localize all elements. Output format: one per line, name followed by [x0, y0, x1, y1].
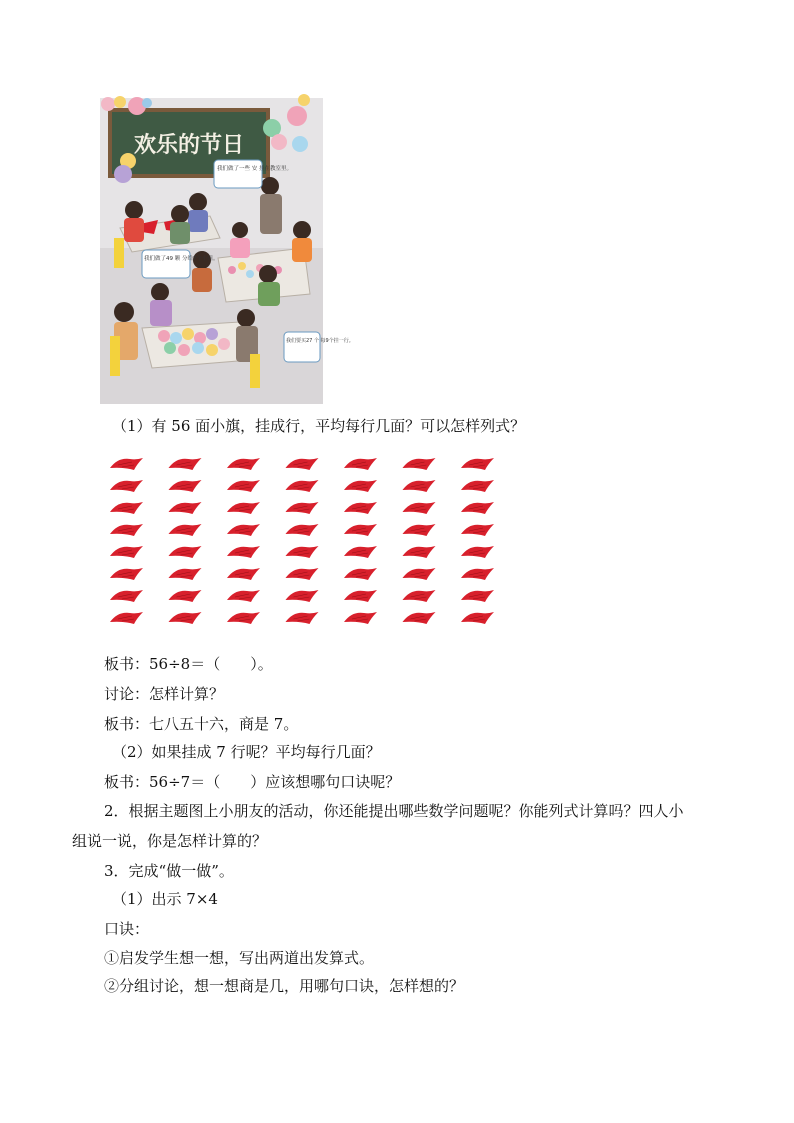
flag-icon [169, 480, 202, 492]
flag-icon [403, 458, 436, 470]
flag-icon [227, 546, 260, 558]
flag-grid [108, 454, 508, 629]
flag-icon [110, 480, 143, 492]
flag-icon [227, 590, 260, 602]
flag-icon [110, 458, 143, 470]
theme-illustration [100, 98, 354, 404]
flag-icon [110, 590, 143, 602]
board-note-2: 板书：七八五十六，商是 7。 [104, 715, 299, 733]
bubble-top: 我们做了一些 安 挂在教室里。 [217, 166, 292, 172]
flag-icon [344, 502, 377, 514]
flag-icon [403, 524, 436, 536]
flag-icon [403, 480, 436, 492]
paragraph-2-line-1: 2．根据主题图上小朋友的活动，你还能提出哪些数学问题呢？你能列式计算吗？四人小 [104, 802, 684, 820]
flag-icon [344, 458, 377, 470]
paragraph-2-line-2: 组说一说，你是怎样计算的？ [72, 832, 268, 850]
discussion-line: 讨论：怎样计算？ [104, 685, 225, 703]
paragraph-3-item-1: （1）出示 7×4 [112, 890, 218, 908]
flag-icon [286, 458, 319, 470]
flag-icon [227, 612, 260, 624]
flag-icon [286, 568, 319, 580]
flag-icon [403, 612, 436, 624]
flag-icon [286, 612, 319, 624]
flag-icon [461, 524, 494, 536]
flag-icon [403, 568, 436, 580]
board-title: 欢乐的节日 [134, 133, 245, 158]
flag-icon [227, 458, 260, 470]
paragraph-3: 3．完成“做一做”。 [104, 862, 234, 880]
flag-icon [286, 590, 319, 602]
flag-icon [169, 502, 202, 514]
flag-icon [403, 502, 436, 514]
flag-icon [344, 590, 377, 602]
flag-icon [227, 524, 260, 536]
step-2: ②分组讨论，想一想商是几，用哪句口诀，怎样想的？ [104, 977, 465, 995]
flag-icon [110, 612, 143, 624]
flag-icon [344, 546, 377, 558]
flag-icon [169, 524, 202, 536]
flag-icon [110, 524, 143, 536]
flag-icon [110, 568, 143, 580]
flag-icon [286, 480, 319, 492]
flag-icon [227, 502, 260, 514]
flag-icon [461, 612, 494, 624]
oral-formula-label: 口诀： [104, 920, 150, 938]
flag-icon [461, 546, 494, 558]
flag-icon [169, 546, 202, 558]
flag-icon [227, 480, 260, 492]
classroom-picture [100, 98, 354, 404]
flag-icon [461, 480, 494, 492]
board-note-3: 板书：56÷7＝（ ）应该想哪句口诀呢？ [104, 773, 401, 791]
board-note-1: 板书：56÷8＝（ ）。 [104, 655, 273, 673]
bubble-left: 我们做了49 颗 分给7个小组。 [144, 256, 219, 262]
flag-icon [461, 458, 494, 470]
flag-icon [110, 546, 143, 558]
flag-icon [403, 590, 436, 602]
flag-icon [110, 502, 143, 514]
flag-icon [344, 612, 377, 624]
flag-icon [286, 502, 319, 514]
flag-icon [286, 546, 319, 558]
question-2: （2）如果挂成 7 行呢？平均每行几面？ [112, 743, 381, 761]
flag-icon [169, 568, 202, 580]
flag-icon [461, 502, 494, 514]
flag-icon [169, 590, 202, 602]
flag-grid-svg [108, 454, 508, 629]
flag-icon [461, 568, 494, 580]
flag-icon [169, 458, 202, 470]
flag-icon [461, 590, 494, 602]
flag-icon [344, 480, 377, 492]
step-1: ①启发学生想一想，写出两道出发算式。 [104, 949, 375, 967]
flag-icon [227, 568, 260, 580]
flag-icon [169, 612, 202, 624]
flag-icon [286, 524, 319, 536]
flag-icon [403, 546, 436, 558]
flag-icon [344, 568, 377, 580]
flag-icon [344, 524, 377, 536]
bubble-right: 我们要买27 个 每9个挂一行。 [286, 338, 354, 344]
question-1: （1）有 56 面小旗，挂成行，平均每行几面？可以怎样列式？ [112, 417, 526, 435]
